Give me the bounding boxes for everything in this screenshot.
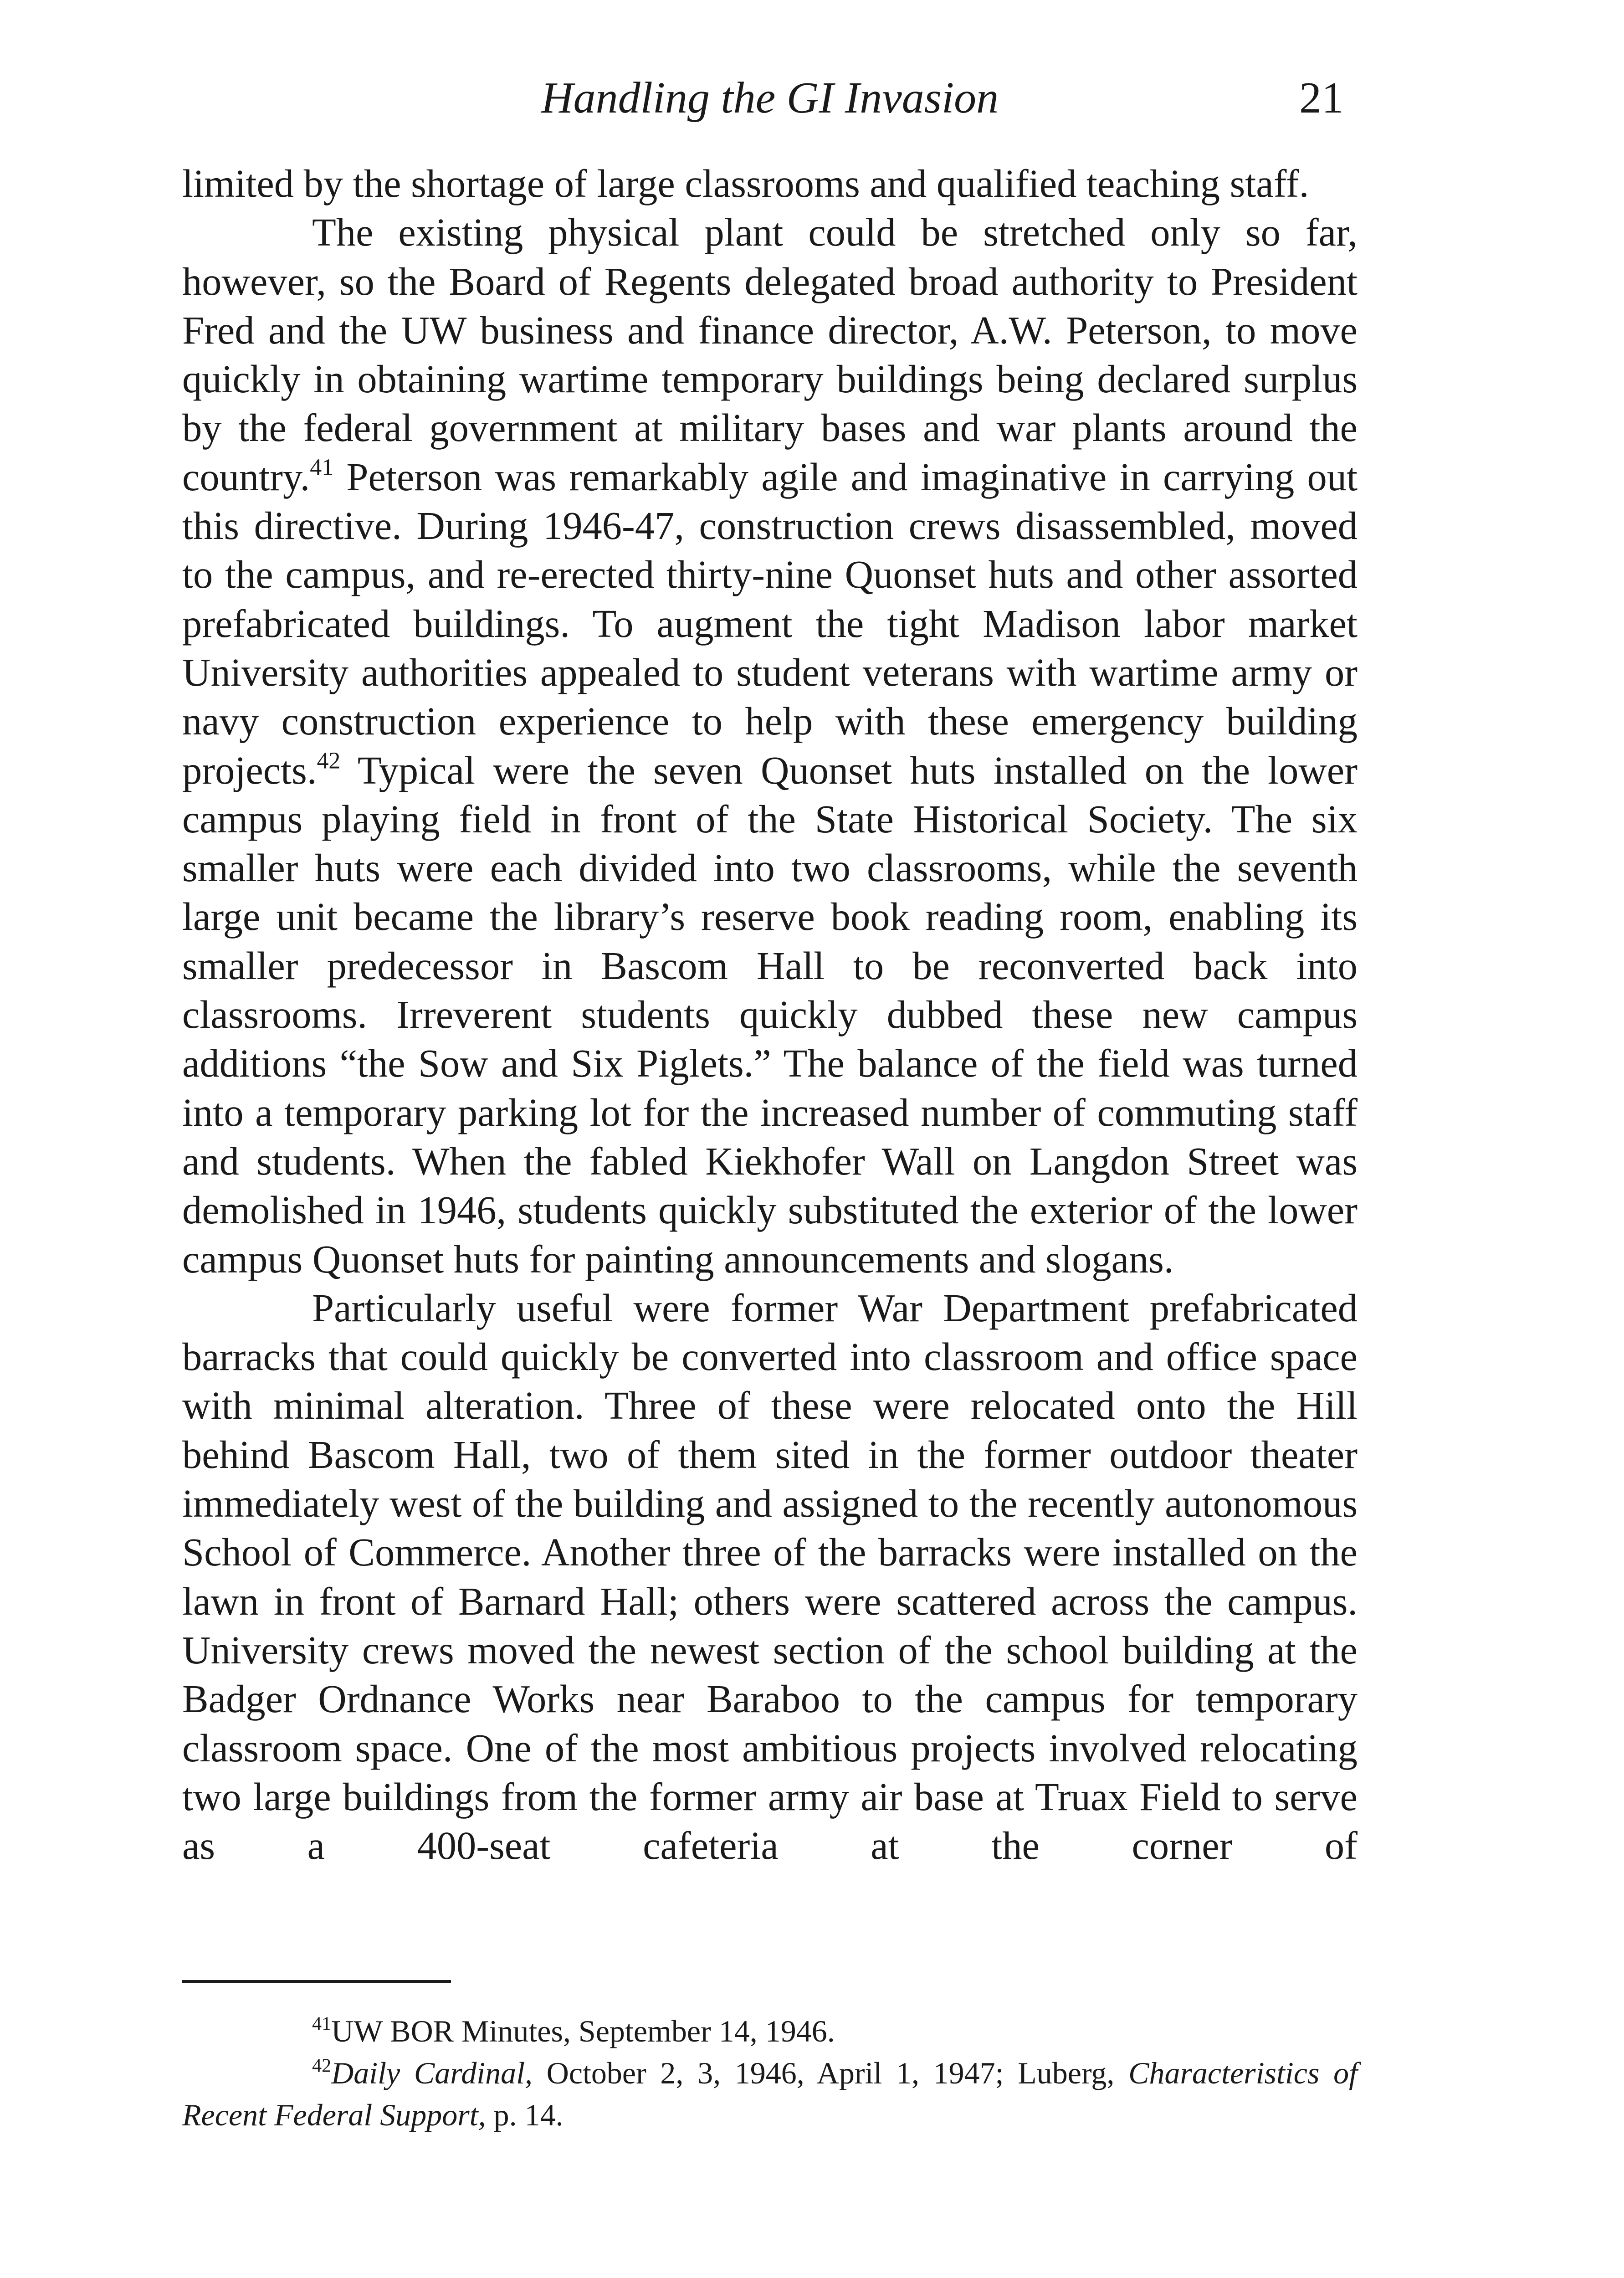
body-text: [182, 159, 1358, 1870]
footnote-42: [182, 2052, 1358, 2136]
running-title: Handling the GI Invasion: [541, 73, 999, 123]
footnote-reference: 41: [310, 454, 334, 481]
paragraph-text: The existing physical plant could be stretched only so far, however, so the Board of Regents delegated broad authority to President Fred and the UW business and finance director, A.W. Peterson, to move quickly in obtaining wartime temporary buildings being declared surplus by the federal government at military bases and war plants around the country.: [182, 210, 1358, 499]
footnote-divider: [182, 1980, 451, 1983]
cited-title: Characteristics of Recent Federal Support,: [182, 2056, 1358, 2132]
paragraph-text: Typical were the seven Quonset huts installed on the lower campus playing field in front of the State Historical Society. The six smaller huts were each divided into two classrooms, while the seventh large unit became the library’s reserve book reading room, enabling its smaller predecessor in Bascom Hall to be reconverted back into classrooms. Irreverent students quickly dubbed these new campus additions “the Sow and Six Piglets.” The balance of the field was turned into a temporary parking lot for the increased number of commuting staff and students. When the fabled Kiekhofer Wall on Langdon Street was demolished in 1946, students quickly substituted the exterior of the lower campus Quonset huts for painting announcements and slogans.: [182, 748, 1358, 1281]
footnote-reference: 42: [317, 747, 341, 774]
footnote-41: [182, 2010, 1358, 2052]
footnote-number: 41: [312, 2013, 332, 2035]
footnote-text: p. 14.: [486, 2098, 564, 2132]
footnote-number: 42: [312, 2055, 332, 2077]
cited-title: Daily Cardinal,: [331, 2056, 533, 2090]
paragraph-barracks: Particularly useful were former War Department prefabricated barracks that could quickly be converted into classroom and office space with minimal alteration. Three of these were relocated onto the Hill behind Bascom Hall, two of them sited in the former outdoor theater immediately west of the building and assigned to the recently autonomous School of Commerce. Another three of the barracks were installed on the lawn in front of Barnard Hall; others were scattered across the campus. University crews moved the newest section of the school building at the Badger Ordnance Works near Baraboo to the campus for temporary classroom space. One of the most ambitious projects involved relocating two large buildings from the former army air base at Truax Field to serve as a 400-seat cafeteria at the corner of: [182, 1286, 1358, 1868]
footnotes: [182, 2010, 1358, 2136]
paragraph-text: Peterson was remarkably agile and imaginative in carrying out this directive. During 1946-47, construction crews disassembled, moved to the campus, and re-erected thirty-nine Quonset huts and other assorted prefabricated buildings. To augment the tight Madison labor market University authorities appealed to student veterans with wartime army or navy construction experience to help with these emergency building projects.: [182, 455, 1358, 792]
paragraph-continued: limited by the shortage of large classrooms and qualified teaching staff.: [182, 162, 1309, 205]
paragraph-physical-plant: [182, 208, 1358, 1284]
running-header: [182, 68, 1358, 128]
footnote-text: UW BOR Minutes, September 14, 1946.: [331, 2014, 835, 2048]
page-number: 21: [1299, 73, 1344, 123]
footnote-text: October 2, 3, 1946, April 1, 1947; Luberg,: [533, 2056, 1129, 2090]
